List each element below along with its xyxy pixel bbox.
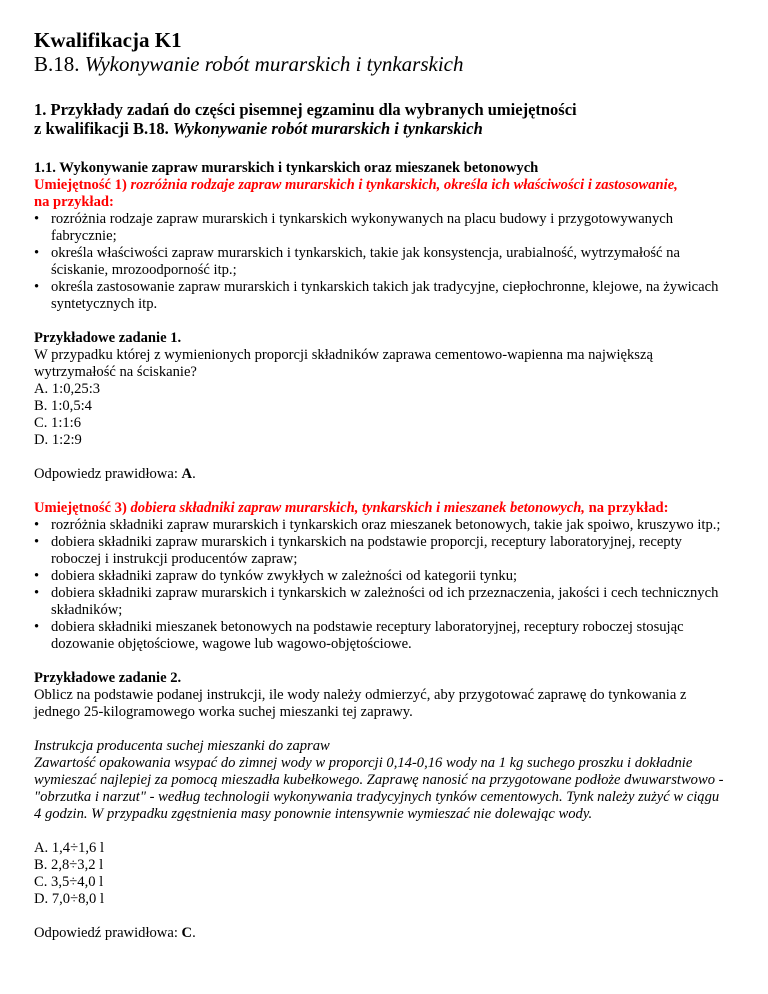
list-item: • rozróżnia rodzaje zapraw murarskich i tynkarskich wykonywanych na placu budowy i przygotowywanych fabrycznie; <box>34 211 674 244</box>
skill-1-list <box>34 211 728 313</box>
qualification-subtitle <box>34 52 728 76</box>
qualification-code: B.18. <box>34 52 80 76</box>
list-item: • dobiera składniki zapraw do tynków zwykłych w zależności od kategorii tynku; <box>34 568 518 584</box>
section-title <box>34 100 728 138</box>
instruction-title: Instrukcja producenta suchej mieszanki do zapraw <box>34 738 330 754</box>
task-2-question: Oblicz na podstawie podanej instrukcji, ile wody należy odmierzyć, aby przygotować zaprawę do tynkowania z jednego 25-kilogramowego worka suchej mieszanki tej zaprawy. <box>34 687 687 720</box>
qualification-name: Wykonywanie robót murarskich i tynkarskich <box>84 52 464 76</box>
instruction-body: Zawartość opakowania wsypać do zimnej wody w proporcji 0,14-0,16 wody na 1 kg suchego proszku i dokładnie wymieszać najlepiej za pomocą mieszadła kubełkowego. Zaprawę nanosić na przygotowane podłoże dwuwarstwowo - "obrzutka i narzut" - według technologii wykonywania tradycyjnych tynków cementowych. Tynk należy zużyć w ciągu 4 godzin. W przypadku zgęstnienia masy ponownie intensywnie wymieszać nie dolewając wody. <box>34 755 724 822</box>
bullet-icon: • <box>34 568 40 584</box>
section-title-line1: 1. Przykłady zadań do części pisemnej egzaminu dla wybranych umiejętności <box>34 100 577 119</box>
bullet-icon: • <box>34 619 40 635</box>
list-item: • określa właściwości zapraw murarskich i tynkarskich, takie jak konsystencja, urabialność, wytrzymałość na ściskanie, mrozoodporność itp.; <box>34 245 680 278</box>
list-item: • określa zastosowanie zapraw murarskich i tynkarskich takich jak tradycyjne, ciepłochronne, klejowe, na żywicach syntetycznych itp. <box>34 279 719 312</box>
bullet-icon: • <box>34 245 40 261</box>
task-2-option-c: C. 3,5÷4,0 l <box>34 874 104 890</box>
task-1-option-c: C. 1:1:6 <box>34 415 82 431</box>
list-item: • rozróżnia składniki zapraw murarskich i tynkarskich oraz mieszanek betonowych, takie jak spoiwo, kruszywo itp.; <box>34 517 721 533</box>
list-item: • dobiera składniki zapraw murarskich i tynkarskich w zależności od ich przeznaczenia, jakości i cech technicznych składników; <box>34 585 719 618</box>
task-2-option-b: B. 2,8÷3,2 l <box>34 857 104 873</box>
task-1-option-a: A. 1:0,25:3 <box>34 381 101 397</box>
task-1-answer: Odpowiedz prawidłowa: A. <box>34 466 196 482</box>
skill-3-list <box>34 517 728 653</box>
bullet-icon: • <box>34 534 40 550</box>
qualification-title: Kwalifikacja K1 <box>34 28 182 52</box>
list-item: • dobiera składniki zapraw murarskich i tynkarskich na podstawie proporcji, receptury laboratoryjnej, recepty roboczej i instrukcji producentów zapraw; <box>34 534 682 567</box>
task-2-option-d: D. 7,0÷8,0 l <box>34 891 105 907</box>
task-1-option-b: B. 1:0,5:4 <box>34 398 92 414</box>
list-item: • dobiera składniki mieszanek betonowych na podstawie receptury laboratoryjnej, receptury roboczej stosując dozowanie objętościowe, wagowe lub wagowo-objętościowe. <box>34 619 684 652</box>
bullet-icon: • <box>34 211 40 227</box>
task-2-title: Przykładowe zadanie 2. <box>34 670 182 686</box>
task-2-answer: Odpowiedź prawidłowa: C. <box>34 925 196 941</box>
task-1-title: Przykładowe zadanie 1. <box>34 330 182 346</box>
subsection-title: 1.1. Wykonywanie zapraw murarskich i tynkarskich oraz mieszanek betonowych <box>34 160 539 176</box>
bullet-icon: • <box>34 279 40 295</box>
section-title-line2: z kwalifikacji B.18. Wykonywanie robót murarskich i tynkarskich <box>34 119 483 138</box>
task-2-option-a: A. 1,4÷1,6 l <box>34 840 105 856</box>
bullet-icon: • <box>34 517 40 533</box>
task-1-question: W przypadku której z wymienionych proporcji składników zaprawa cementowo-wapienna ma największą wytrzymałość na ściskanie? <box>34 347 653 380</box>
skill-3-heading: Umiejętność 3) dobiera składniki zapraw murarskich, tynkarskich i mieszanek betonowych, na przykład: <box>34 500 669 516</box>
bullet-icon: • <box>34 585 40 601</box>
task-1-option-d: D. 1:2:9 <box>34 432 82 448</box>
skill-1-heading: Umiejętność 1) rozróżnia rodzaje zapraw murarskich i tynkarskich, określa ich właściwości i zastosowanie, na przykład: <box>34 177 678 210</box>
